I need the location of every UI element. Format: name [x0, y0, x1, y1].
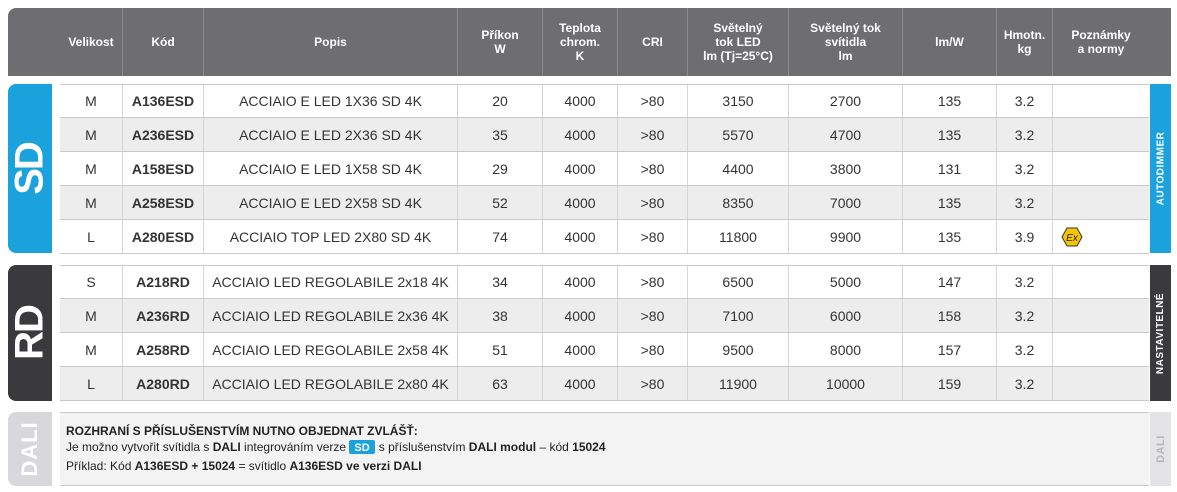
table-row	[60, 84, 1149, 118]
cell-popis: ACCIAIO E LED 1X36 SD 4K	[203, 84, 457, 118]
cell-prikon: 20	[457, 84, 542, 118]
table-row	[60, 186, 1149, 220]
cell-tok-svitidla: 7000	[788, 186, 902, 220]
cell-popis: ACCIAIO E LED 1X58 SD 4K	[203, 152, 457, 186]
cell-teplota: 4000	[542, 299, 617, 333]
column-header-hmotn: Hmotn. kg	[996, 8, 1052, 76]
group-tab-dali-label: DALI	[17, 421, 42, 477]
table-row	[60, 333, 1149, 367]
cell-hmotn: 3.2	[996, 152, 1052, 186]
cell-lmw: 158	[902, 299, 996, 333]
cell-prikon: 52	[457, 186, 542, 220]
side-label-autodimmer: AUTODIMMER	[1155, 131, 1167, 206]
cell-kod: A236ESD	[122, 118, 203, 152]
cell-poznamky	[1052, 265, 1149, 299]
cell-poznamky	[1052, 299, 1149, 333]
table-row	[60, 299, 1149, 333]
cell-tok-svitidla: 4700	[788, 118, 902, 152]
ex-atex-icon	[1061, 227, 1083, 247]
cell-teplota: 4000	[542, 152, 617, 186]
cell-tok-led: 5570	[687, 118, 788, 152]
column-header-prikon: Příkon W	[457, 8, 542, 76]
cell-lmw: 159	[902, 367, 996, 401]
dali-info-line-3: Příklad: Kód A136ESD + 15024 = svítidlo A136ESD ve verzi DALI	[66, 459, 422, 473]
group-tab-rd-label: RD	[8, 306, 52, 360]
cell-poznamky	[1052, 367, 1149, 401]
cell-popis: ACCIAIO LED REGOLABILE 2x58 4K	[203, 333, 457, 367]
group-tab-dali	[8, 412, 52, 486]
cell-kod: A258ESD	[122, 186, 203, 220]
cell-velikost: M	[85, 195, 97, 211]
cell-prikon: 51	[457, 333, 542, 367]
group-tab-rd	[8, 265, 52, 401]
cell-tok-led: 4400	[687, 152, 788, 186]
cell-velikost: M	[85, 93, 97, 109]
cell-hmotn: 3.9	[996, 220, 1052, 254]
table-row	[60, 367, 1149, 401]
cell-poznamky	[1052, 333, 1149, 367]
cell-poznamky	[1052, 152, 1149, 186]
cell-prikon: 38	[457, 299, 542, 333]
cell-hmotn: 3.2	[996, 265, 1052, 299]
group-tab-sd-label: SD	[8, 142, 52, 195]
cell-tok-led: 6500	[687, 265, 788, 299]
cell-popis: ACCIAIO LED REGOLABILE 2x18 4K	[203, 265, 457, 299]
cell-tok-svitidla: 3800	[788, 152, 902, 186]
cell-velikost: L	[87, 229, 95, 245]
cell-cri: >80	[617, 265, 687, 299]
side-band-dali	[1150, 412, 1171, 486]
side-label-nastavitelne: NASTAVITELNÉ	[1155, 292, 1166, 374]
side-band-autodimmer	[1150, 84, 1171, 253]
table-row	[60, 265, 1149, 299]
cell-cri: >80	[617, 118, 687, 152]
cell-teplota: 4000	[542, 186, 617, 220]
column-header-tok_svitidla: Světelný tok svítidla lm	[788, 8, 902, 76]
cell-lmw: 135	[902, 186, 996, 220]
column-header-popis: Popis	[203, 8, 457, 76]
column-header-teplota: Teplota chrom. K	[542, 8, 617, 76]
cell-kod: A158ESD	[122, 152, 203, 186]
cell-prikon: 63	[457, 367, 542, 401]
cell-cri: >80	[617, 84, 687, 118]
cell-hmotn: 3.2	[996, 118, 1052, 152]
cell-prikon: 34	[457, 265, 542, 299]
cell-lmw: 135	[902, 220, 996, 254]
table-row	[60, 220, 1149, 254]
column-header-kod: Kód	[122, 8, 203, 76]
cell-kod: A236RD	[122, 299, 203, 333]
cell-lmw: 147	[902, 265, 996, 299]
cell-cri: >80	[617, 299, 687, 333]
cell-poznamky	[1052, 118, 1149, 152]
cell-kod: A136ESD	[122, 84, 203, 118]
cell-popis: ACCIAIO E LED 2X58 SD 4K	[203, 186, 457, 220]
cell-poznamky	[1052, 186, 1149, 220]
cell-popis: ACCIAIO LED REGOLABILE 2x36 4K	[203, 299, 457, 333]
cell-teplota: 4000	[542, 367, 617, 401]
cell-teplota: 4000	[542, 333, 617, 367]
cell-lmw: 157	[902, 333, 996, 367]
group-top-divider	[60, 84, 1149, 85]
cell-cri: >80	[617, 152, 687, 186]
cell-cri: >80	[617, 333, 687, 367]
cell-lmw: 135	[902, 118, 996, 152]
cell-velikost: M	[85, 342, 97, 358]
cell-tok-svitidla: 6000	[788, 299, 902, 333]
cell-prikon: 74	[457, 220, 542, 254]
cell-velikost: L	[87, 376, 95, 392]
svg-text:Ex: Ex	[1066, 233, 1078, 244]
cell-teplota: 4000	[542, 118, 617, 152]
group-top-divider	[60, 265, 1149, 266]
cell-poznamky	[1052, 220, 1149, 254]
cell-tok-led: 11800	[687, 220, 788, 254]
cell-velikost: M	[85, 127, 97, 143]
column-header-velikost: Velikost	[68, 35, 114, 49]
cell-cri: >80	[617, 220, 687, 254]
cell-teplota: 4000	[542, 220, 617, 254]
cell-popis: ACCIAIO TOP LED 2X80 SD 4K	[203, 220, 457, 254]
column-header-lmw: lm/W	[902, 8, 996, 76]
cell-kod: A218RD	[122, 265, 203, 299]
cell-hmotn: 3.2	[996, 186, 1052, 220]
cell-prikon: 29	[457, 152, 542, 186]
cell-cri: >80	[617, 186, 687, 220]
cell-lmw: 131	[902, 152, 996, 186]
cell-teplota: 4000	[542, 84, 617, 118]
cell-kod: A258RD	[122, 333, 203, 367]
cell-lmw: 135	[902, 84, 996, 118]
group-tab-sd	[8, 84, 52, 253]
column-header-poznamky: Poznámky a normy	[1052, 8, 1149, 76]
cell-kod: A280ESD	[122, 220, 203, 254]
table-row	[60, 152, 1149, 186]
cell-tok-svitidla: 8000	[788, 333, 902, 367]
cell-poznamky	[1052, 84, 1149, 118]
cell-tok-svitidla: 10000	[788, 367, 902, 401]
cell-cri: >80	[617, 367, 687, 401]
column-header-tok_led: Světelný tok LED lm (Tj=25°C)	[687, 8, 788, 76]
cell-velikost: M	[85, 308, 97, 324]
cell-velikost: S	[86, 274, 96, 290]
cell-hmotn: 3.2	[996, 299, 1052, 333]
cell-tok-svitidla: 5000	[788, 265, 902, 299]
cell-popis: ACCIAIO E LED 2X36 SD 4K	[203, 118, 457, 152]
dali-info-box	[60, 412, 1149, 486]
side-label-dali: DALI	[1154, 435, 1167, 463]
column-header-cri: CRI	[617, 8, 687, 76]
cell-tok-led: 11900	[687, 367, 788, 401]
cell-teplota: 4000	[542, 265, 617, 299]
row-divider	[60, 400, 1149, 401]
svg-text:SD: SD	[354, 442, 371, 454]
cell-prikon: 35	[457, 118, 542, 152]
dali-info-title: ROZHRANÍ S PŘÍSLUŠENSTVÍM NUTNO OBJEDNAT ZVLÁŠŤ:	[66, 424, 418, 438]
table-row	[60, 118, 1149, 152]
cell-tok-led: 9500	[687, 333, 788, 367]
cell-hmotn: 3.2	[996, 367, 1052, 401]
dali-info-line-2: Je možno vytvořit svítidla s DALI integrováním verze SD s příslušenstvím DALI modul – kód 15024	[66, 439, 1149, 458]
row-divider	[60, 253, 1149, 254]
cell-hmotn: 3.2	[996, 333, 1052, 367]
cell-hmotn: 3.2	[996, 84, 1052, 118]
cell-tok-led: 7100	[687, 299, 788, 333]
sd-badge-icon	[349, 440, 375, 458]
cell-tok-svitidla: 9900	[788, 220, 902, 254]
cell-kod: A280RD	[122, 367, 203, 401]
side-band-nastavitelne	[1150, 265, 1171, 401]
cell-velikost: M	[85, 161, 97, 177]
cell-popis: ACCIAIO LED REGOLABILE 2x80 4K	[203, 367, 457, 401]
cell-tok-svitidla: 2700	[788, 84, 902, 118]
cell-tok-led: 8350	[687, 186, 788, 220]
cell-tok-led: 3150	[687, 84, 788, 118]
